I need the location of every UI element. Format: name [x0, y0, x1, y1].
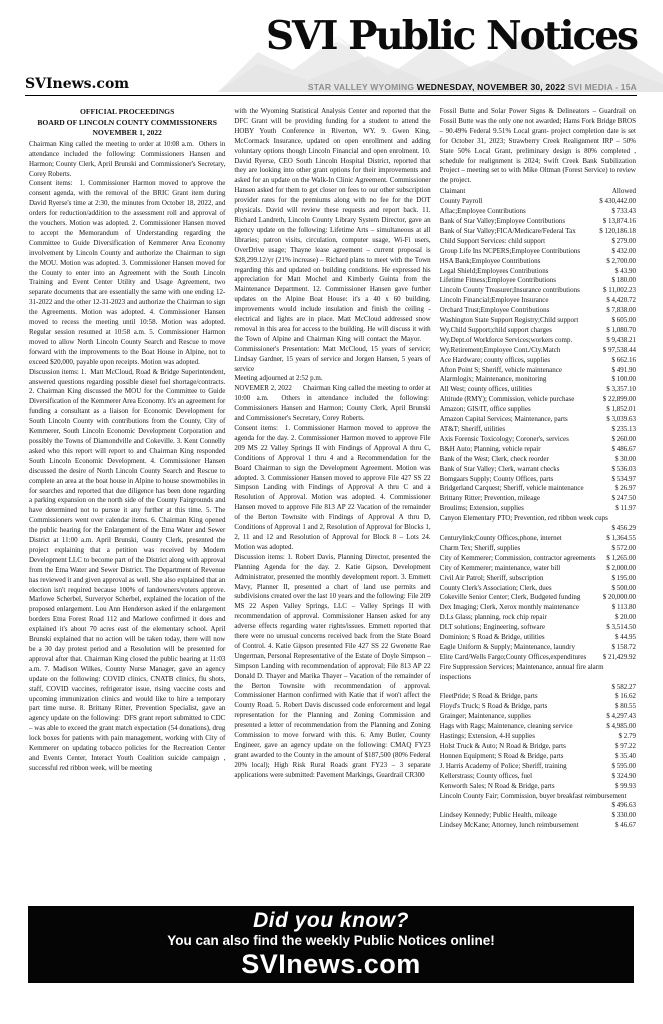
- claim-amount: $ 4,420.72: [606, 296, 636, 305]
- claim-amount: $ 534.97: [611, 474, 636, 483]
- claim-amount: $ 3,357.10: [606, 385, 636, 394]
- claim-name: Centurylink;County Offices,phone, internet: [439, 533, 562, 542]
- claim-row: [440, 544, 636, 554]
- masthead: [0, 0, 663, 100]
- claim-row: [440, 494, 636, 504]
- claim-name: Ace Hardware; county offices, supplies: [439, 355, 551, 364]
- claim-name: Bank of Star Valley;Employee Contributions: [439, 216, 566, 225]
- claim-amount: $ 1,852.01: [606, 405, 636, 414]
- dateline-location: STAR VALLEY WYOMING: [307, 82, 415, 92]
- claim-amount: $ 43.90: [614, 266, 636, 275]
- article-heading: [29, 107, 225, 139]
- claim-name: City of Kemmerer; Commission, contractor agreements: [439, 553, 596, 562]
- claim-name: Washington State Support Registry;Child support: [439, 316, 579, 325]
- claim-amount: $ 44.95: [614, 633, 636, 642]
- claim-amount: $ 582.27: [611, 682, 636, 691]
- claim-amount: $ 21,429.92: [602, 652, 636, 661]
- claim-row: [440, 811, 636, 821]
- claim-name: Afton Point S; Sheriff, vehicle maintenance: [439, 365, 562, 374]
- claim-name: Lincoln County Treasurer;Insurance contributions: [439, 286, 580, 295]
- claim-name: D.Ls Glass; planning, rock chip repair: [439, 613, 547, 622]
- claim-name: Holst Truck & Auto; N Road & Bridge, parts: [439, 742, 566, 750]
- claim-name: Wy.Retirement;Employee Cont./Cty.Match: [439, 345, 561, 354]
- claim-row: [440, 534, 636, 544]
- claim-name: FleetPride; S Road & Bridge, parts: [439, 692, 538, 701]
- claim-name: Group Life Ins NCPERS;Employee Contributions: [439, 246, 581, 255]
- claim-amount: $ 662.16: [611, 355, 636, 364]
- claim-name: Amazon; GIS/IT, office supplies: [439, 405, 531, 414]
- column-2: [234, 107, 430, 901]
- claim-row: [440, 574, 636, 584]
- claim-amount: $ 456.29: [611, 524, 636, 533]
- claim-amount: $ 120,186.18: [599, 226, 636, 235]
- claim-row: [440, 742, 636, 752]
- claim-amount: $ 97,538.44: [602, 345, 636, 354]
- claim-amount: $ 100.00: [611, 375, 636, 384]
- claim-name: Lincoln Financial;Employee Insurance: [439, 296, 549, 305]
- claim-amount: $ 1,364.55: [606, 533, 636, 542]
- claims-header-allowed: Allowed: [611, 187, 636, 196]
- claim-name: Floyd's Truck; S Road & Bridge, parts: [439, 702, 548, 711]
- claim-amount: $ 500.00: [611, 583, 636, 592]
- claim-name: DLT solutions; Engineering, software: [439, 623, 546, 632]
- claim-row: [440, 643, 636, 653]
- claim-row: [440, 267, 636, 277]
- claim-amount: $ 11.97: [615, 504, 636, 513]
- claim-name: Orchard Trust;Employee Contributions: [439, 306, 550, 315]
- claim-name: Hastings; Extension, 4-H supplies: [439, 732, 535, 741]
- claim-name: Amazon Capital Services; Maintenance, parts: [439, 415, 568, 424]
- article-heading-line: NOVEMBER 1, 2022: [92, 128, 162, 138]
- claim-name: Fire Suppression Services; Maintenance, annual fire alarm inspections: [439, 662, 604, 681]
- paragraph: with the Wyoming Statistical Analysis Center and reported that the DFC Grant will be providing funding for a student to attend the HOBY Youth Conference in Riverton, WY. 9. Gwen King, McCormack Insurance, updated on open enrollment and adding voluntary options though Lincoln Financial and open enrolment. 10. David Ryerse, CEO South Lincoln Hospital District, reported that they are looking into other grant options for their improvements and asked for an update on the Walk-In Clinic Agreement. Commissioner Hansen asked for them to get closer on fees to our other subscription provider rates for the premiums along with no fee for the DOT physicals. David will review these requests and report back. 11. Richard Landreth, Lincoln County Library System Director, gave an agency update on the following: Lifetime Arts – simultaneous at all libraries; patron visits, circulation, computer usage, Wi-Fi users, OverDrive usage; Thayne lease agreement – current proposal is $28,299.12/yr (21% increase) – Richard plans to meet with the Town regarding this and updated on building conditions. He expressed his appreciation for Matt Mochel and Kimberly Guinta from the Maintenance Department. 12. Commissioner Hansen gave further updates on the Alpine Boat House: it's a 40 x 60 building, improvements would include insulation and finish the ceiling - electrical and lights are in place. Matt McCloud addressed snow removal in this area for access to the building. He will discuss it with the Town of Alpine and Chairman King will contact the Mayor. Commissioner's Presentation: Matt McCloud, 15 years of service; Lindsay Gardner, 15 years of service and Jorgen Hansen, 5 years of service: [234, 107, 431, 373]
- claim-name: Lincoln County Fair; Commission, buyer breakfast reimbursement: [439, 791, 627, 800]
- claim-name: Aflac;Employee Contributions: [439, 207, 526, 216]
- claims-header-claimant: Claimant: [439, 187, 466, 196]
- claim-row: [440, 415, 636, 425]
- claim-amount: $ 20.00: [614, 613, 636, 622]
- claim-name: Legal Shield;Employees Contributions: [439, 266, 549, 275]
- claim-name: Cokeville Senior Center; Clerk, Budgeted funding: [439, 593, 581, 602]
- dateline: [308, 82, 637, 92]
- claim-row: [440, 326, 636, 336]
- claim-row: [440, 207, 636, 217]
- paragraph: Meeting adjourned at 2:52 p.m.: [234, 374, 323, 383]
- claim-row: [440, 385, 636, 395]
- claim-name: City of Kemmerer; maintenance, water bill: [439, 563, 561, 572]
- claim-name: Axis Forensic Toxicology; Coroner's, services: [439, 434, 569, 443]
- claim-name: Kenworth Sales; N Road & Bridge, parts: [439, 781, 555, 790]
- claim-name: All West; county offices, utilities: [439, 385, 532, 394]
- claim-row: [440, 821, 636, 831]
- claim-amount: $ 7,838.00: [606, 306, 636, 315]
- claim-amount: $ 46.67: [614, 821, 636, 830]
- article-body: [29, 107, 636, 901]
- claim-amount: $ 180.00: [611, 276, 636, 285]
- claim-name: Lindsey Kennedy; Public Health, mileage: [439, 811, 557, 820]
- claim-row: [440, 584, 636, 594]
- claim-amount: $ 158.72: [611, 642, 636, 651]
- claim-name: AT&T; Sheriff, utilities: [439, 425, 506, 433]
- claim-name: Eagle Uniform & Supply; Maintenance, laundry: [439, 642, 575, 651]
- claim-row: [440, 316, 636, 326]
- paragraph: Chairman King called the meeting to order at 10:08 a.m. Others in attendance included the following: Commissioners Hansen and Harmon; County Clerk, April Brunski and Commissioner's Secretary, Corey Roberts.: [29, 139, 226, 178]
- claim-name: Wy.Dept.of Workforce Services;workers comp.: [439, 335, 573, 344]
- claim-row: [440, 445, 636, 455]
- claim-amount: $ 97.22: [614, 742, 636, 750]
- claim-row: [440, 405, 636, 415]
- column-1-text: [29, 140, 225, 774]
- site-name: SVInews.com: [25, 76, 130, 92]
- claim-amount: $ 605.00: [611, 316, 636, 325]
- claim-amount: $ 496.63: [611, 801, 636, 810]
- claim-name: Honnen Equipment; S Road & Bridge, parts: [439, 751, 564, 760]
- claim-amount: $ 2.79: [618, 732, 636, 741]
- claim-amount: $ 20,000.00: [602, 593, 636, 602]
- claim-row: [440, 722, 636, 732]
- claim-amount: $ 1,265.00: [606, 553, 636, 562]
- claim-amount: $ 572.00: [611, 543, 636, 552]
- claim-amount: $ 247.50: [611, 494, 636, 503]
- claim-amount: $ 4,297.43: [606, 712, 636, 721]
- claim-row: [440, 425, 636, 435]
- claim-name: Bank of the West; Clerk, check reorder: [439, 454, 549, 463]
- claim-name: Lindsey McKane; Attorney, lunch reimbursement: [439, 821, 579, 830]
- claim-amount: $ 35.40: [614, 751, 636, 760]
- claim-name: Hags with Rags; Maintenance, cleaning service: [439, 722, 573, 731]
- claim-row: [440, 465, 636, 475]
- article-heading-line: OFFICIAL PROCEEDINGS: [80, 107, 175, 116]
- paragraph: Discussion items: 1. Robert Davis, Planning Director, presented the Planning Agenda for the day. 2. Katie Gipson, Development Administrator, presented the monthly development report. 3. Emmett Mavy, Planner II, presented a chart of land use permits and subdivisions created over the last 10 years and the following: File 209 MS 22 Aspen Valley Springs, LLC – Valley Springs II with recommendation of approval. Commissioner Hansen asked for any adverse effects regarding water rights/issues. Emmett reported that there were no unusual concerns received back from the State Board of Control. 4. Katie Gipson presented File 427 SS 22 Gwenette Rae Ungerman, Personal Representative of the Estate of Doyle Simpson – Simpson Landing with recommendation of approval; File 813 AP 22 Donald D. Thayer and Marika Thayer – Vacation of the remainder of the Berton Townsite with recommendation of approval. Commissioner Harmon confirmed with Katie that if won't affect the County Road. 5. Robert Davis discussed code enforcement and legal representation for the Planning and Zoning Commission and presented a letter of recommendation from the Planning and Zoning Commission to move forward with this. 6. Amy Butler, County Engineer, gave an agency update on the following: CMAQ FY23 grant awarded to the County in the amount of $187,500 (80% Federal 20% local); High Risk Rural Roads grant FY23 – 3 separate applications were submitted: Pavement Markings, Guardrail CR300: [234, 552, 431, 779]
- banner-site-name: SVInews.com: [241, 949, 421, 979]
- claim-row: [440, 792, 636, 812]
- claim-row: [440, 296, 636, 306]
- claim-row: [440, 603, 636, 613]
- banner-headline: Did you know?: [253, 909, 409, 932]
- claim-row: [440, 514, 636, 534]
- claim-amount: $ 113.80: [611, 603, 636, 612]
- claim-amount: $ 595.00: [611, 761, 636, 770]
- claim-row: [440, 217, 636, 227]
- claim-row: [440, 227, 636, 237]
- claim-row: [440, 375, 636, 385]
- column-1: [29, 107, 225, 901]
- claim-row: [440, 702, 636, 712]
- claim-amount: $ 3,514.50: [606, 623, 636, 632]
- claim-amount: $ 4,985.00: [606, 722, 636, 731]
- claim-row: [440, 336, 636, 346]
- article-heading-line: BOARD OF LINCOLN COUNTY COMMISSIONERS: [37, 117, 217, 127]
- claim-amount: $ 491.90: [611, 365, 636, 374]
- claim-amount: $ 22,899.00: [602, 395, 636, 404]
- banner-subtext: You can also find the weekly Public Notices online!: [167, 933, 495, 948]
- claim-amount: $ 16.62: [614, 692, 636, 701]
- paragraph: Consent items: 1. Commissioner Harmon moved to approve the consent agenda, with the removal of the BRIC Grant item during David Ryerse's time at 2:30, the minutes from October 18, 2022, and orders for reduction/addition to the assessment roll and approval of the vouchers. Motion was adopted. 2. Commissioner Hansen moved to accept the Memorandum of Understanding regarding the Committee to Guide Diversification of Kemmerer Area Economy involvement by Lincoln County and authorize the Chairman to sign the MOU. Motion was adopted. 3. Commissioner Hansen moved for the County to enter into an Agreement with the South Lincoln Training and Event Center Utility and Usage Agreement, two separate documents that are essentially the same with one ending 12-31-2022 and the other 12-31-2023 and authorize the Chairman to sign the Agreements. Motion was adopted. 4. Commissioner Hansen moved to recess the meeting until 10:58. Motion was adopted. Regular session resumed at 10:58 a.m. 5. Commissioner Harmon moved to allow North Lincoln County Search and Rescue to move forward with the improvements to the Boat House in Alpine, not to exceed $20,000, payable upon receipts. Motion was adopted.: [29, 179, 226, 366]
- claim-name: Alarmlogix; Maintenance, monitoring: [439, 375, 547, 384]
- claim-row: [440, 752, 636, 762]
- paragraph: NOVEMER 2, 2022 Chairman King called the meeting to order at 10:00 a.m. Others in attendance included the following: Commissioners Hansen and Harmon; County Clerk, April Brunski and Commissioner's Secretary, Corey Roberts.: [234, 384, 431, 423]
- claim-amount: $ 9,438.21: [606, 335, 636, 344]
- claim-name: Altitude (RMY); Commission, vehicle purchase: [439, 395, 575, 404]
- paragraph: Fossil Butte and Solar Power Signs & Delineators – Guardrail on Fossil Butte was the only one not awarded; Hams Fork Bridge BROS – 90.49% Federal 9.51% Local grant- project completion date is set for October 31, 2023; Strawberry Creek Realignment IRP – 50% State 50% Local Grant, preliminary design is 80% completed , schedule for realignment is 2024; Swift Creek Bank Stabilization Project – meeting set to with Mike Oltman (Forest Service) to review the project.: [439, 107, 636, 185]
- claim-row: [440, 653, 636, 663]
- claim-row: [440, 455, 636, 465]
- claim-row: [440, 247, 636, 257]
- claim-row: [440, 593, 636, 603]
- claim-name: Wy.Child Support;child support charges: [439, 325, 552, 334]
- claim-row: [440, 564, 636, 574]
- claim-amount: $ 30.00: [614, 454, 636, 463]
- claim-name: HSA Bank;Employee Contributions: [439, 256, 541, 265]
- claim-name: Brittany Ritter; Prevention, mileage: [439, 494, 540, 503]
- claim-name: Bank of Star Valley;FICA/Medicare/Federal Tax: [439, 226, 576, 235]
- claim-amount: $ 235.13: [611, 425, 636, 433]
- claim-amount: $ 3,039.63: [606, 415, 636, 424]
- claim-row: [440, 623, 636, 633]
- claim-amount: $ 26.97: [614, 484, 636, 493]
- claim-row: [440, 257, 636, 267]
- claim-name: Kellerstrass; County offices, fuel: [439, 771, 533, 780]
- claim-name: County Payroll: [439, 197, 483, 206]
- claim-name: Lifetime Fitness;Employee Contributions: [439, 276, 556, 285]
- claim-amount: $ 733.43: [611, 207, 636, 216]
- claim-amount: $ 330.00: [611, 811, 636, 820]
- claim-amount: $ 2,700.00: [606, 256, 636, 265]
- did-you-know-banner: [28, 906, 634, 983]
- column-2-text: [234, 107, 430, 781]
- claim-name: Grainger; Maintenance, supplies: [439, 712, 531, 721]
- claim-row: [440, 475, 636, 485]
- claim-row: [440, 712, 636, 722]
- claim-row: [440, 692, 636, 702]
- paragraph: Discussion items: 1. Matt McCloud, Road & Bridge Superintendent, answered questions regarding possible diesel fuel shortage/contracts. 2. Chairman King discussed the MOU for the Committee to Guide Diversification of the Kemmerer Area Economy. It's an agreement for funding a consultant as a liaison for Economic Development for South Lincoln County with contributions from the County, City of Kemmerer, South Lincoln Economic Development Corporation and possibly the Towns of Diamondville and Cokeville. 3. Kent Connelly asked who this report will report to and Chairman King responded South Lincoln Economic Development. 4. Commissioner Hansen discussed the desire of North Lincoln County Search and Rescue to complete an area at the boat house in Alpine to house snowmobiles in for searches and reported that due diligence has been done regarding a parking expansion on the north side of the County Fairgrounds and have determined not to pursue it any further at this time. 5. The Commissioners went over calendar items. 6. Chairman King opened the public hearing for the Enlargement of the Etna Water and Sewer District at 11:00 a.m. April Brunski, County Clerk, presented the project explaining that a petition was received by Modern Development LLC to become part of the District along with approval from the Etna Water and Sewer District. The Department of Revenue has reviewed it and given approval as well. She also explained that an election isn't required because 100% of landowners/voters approve. Marlowe Scherbel, Surveryor Scherbel, explained the location of the proposed enlargement. Lou Ann Henderson asked if the enlargement borders Etna Forest Road 112 and Marlowe confirmed it does and explained it's about 70 acres east of the elementary school. April Brunski explained that no action will be taken today, there will now be a 30 day protest period and a Resolution will be presented for approval after that. Chairman King closed the public hearing at 11:03 a.m. 7. Madison Wilkes, County Nurse Manager, gave an agency update on the following: COVID clinics, CNATB clinics, flu shots, staff, COVID vaccines, refrigerator issue, rising vaccine costs and upcoming immunization clinics and would like to hire a temporary part time nurse. 8. Brittany Ritter, Prevention Specialist, gave an agency update on the following: DFS grant report submitted to CDC – was able to exceed the grant match expectation (54 donations), drug lock boxes for patients with pain management, working with City of Kemmerer on updating tobacco policies for the Recreation Center and Events Center, Interact Youth Coalition suicide campaign , successful red ribbon week, will be meeting: [29, 367, 226, 772]
- claim-amount: $ 80.55: [614, 702, 636, 711]
- claim-amount: $ 1,080.70: [606, 325, 636, 334]
- claim-name: Dominion; S Road & Bridge, utilities: [439, 633, 545, 642]
- claim-row: [440, 732, 636, 742]
- claims-table: [440, 197, 636, 831]
- claim-name: Bridgerland Carquest; Sheriff, vehicle maintenance: [439, 484, 584, 493]
- claim-row: [440, 286, 636, 296]
- claim-row: [440, 772, 636, 782]
- claim-name: Charm Tex; Sheriff, supplies: [439, 543, 521, 552]
- claim-row: [440, 782, 636, 792]
- claim-row: [440, 237, 636, 247]
- dateline-date: WEDNESDAY, NOVEMBER 30, 2022: [416, 82, 566, 92]
- claim-row: [440, 276, 636, 286]
- claim-amount: $ 195.00: [611, 573, 636, 582]
- claim-row: [440, 306, 636, 316]
- dateline-edition: SVI MEDIA - 15A: [567, 82, 637, 92]
- claim-amount: $ 99.93: [614, 781, 636, 790]
- claim-row: [440, 197, 636, 207]
- claim-row: [440, 435, 636, 445]
- claim-amount: $ 536.03: [611, 464, 636, 473]
- claim-row: [440, 395, 636, 405]
- column-3: [440, 107, 636, 901]
- claim-name: Bank of Star Valley; Clerk, warrant checks: [439, 464, 560, 473]
- claim-row: [440, 663, 636, 693]
- claim-name: Broulims; Extension, supplies: [439, 504, 524, 513]
- claim-amount: $ 13,874.16: [602, 216, 636, 225]
- claim-row: [440, 554, 636, 564]
- masthead-subhead: [25, 76, 637, 96]
- claim-row: [440, 346, 636, 356]
- masthead-title: SVI Public Notices: [265, 13, 637, 59]
- claim-amount: $ 279.00: [611, 236, 636, 245]
- claim-amount: $ 432.00: [611, 246, 636, 255]
- claim-name: Bomgaars Supply; County Offices, parts: [439, 474, 554, 483]
- claim-amount: $ 2,000.00: [606, 563, 636, 572]
- paragraph: Consent items: 1. Commissioner Harmon moved to approve the agenda for the day. 2. Commissioner Harmon moved to approve File 209 MS 22 Valley Springs II with Findings of Approval A thru C, Conditions of Approval 1 thru 4 and a Recommendation for the Board Chairman to sign the Development Agreement. Motion was adopted. 3. Commissioner Hansen moved to approve File 427 SS 22 Simpson Landing with Findings of Approval A thru C and a Resolution of Approval. Motion was adopted. 4. Commissioner Hansen moved to approve File 813 AP 22 Vacation of the remainder of the Berton Townsite with Findings of Approval A thru D, Conditions of Approval 1 and 2, Resolution of Approval for Blocks 1, 2, 11 and 12 and Resolution of Approval for Block 8 – Lots 24. Motion was adopted.: [234, 424, 431, 551]
- claim-row: [440, 613, 636, 623]
- claim-name: Canyon Elementary PTO; Prevention, red ribbon week cups: [439, 514, 608, 523]
- claims-table-header: [440, 187, 636, 197]
- claim-name: Elite Card/Wells Fargo;County Offices,expenditures: [439, 652, 587, 661]
- claim-row: [440, 366, 636, 376]
- claim-name: Dex Imaging; Clerk, Xerox monthly maintenance: [439, 603, 579, 612]
- claim-row: [440, 633, 636, 643]
- claim-row: [440, 504, 636, 514]
- claim-name: J. Harris Academy of Police; Sheriff, training: [439, 761, 567, 770]
- claim-amount: $ 324.90: [611, 771, 636, 780]
- claim-row: [440, 484, 636, 494]
- claim-amount: $ 11,002.23: [602, 286, 636, 295]
- claim-name: Civil Air Patrol; Sheriff, subscription: [439, 573, 544, 582]
- claim-row: [440, 762, 636, 772]
- claim-name: County Clerk's Association; Clerk, dues: [439, 583, 552, 592]
- claim-name: B&H Auto; Planning, vehicle repair: [439, 444, 541, 453]
- claim-amount: $ 486.67: [611, 444, 636, 453]
- claim-name: Child Support Services: child support: [439, 236, 546, 245]
- claim-amount: $ 260.00: [611, 434, 636, 443]
- column-3-text: [440, 107, 636, 186]
- claim-row: [440, 356, 636, 366]
- claim-amount: $ 430,442.00: [599, 197, 636, 206]
